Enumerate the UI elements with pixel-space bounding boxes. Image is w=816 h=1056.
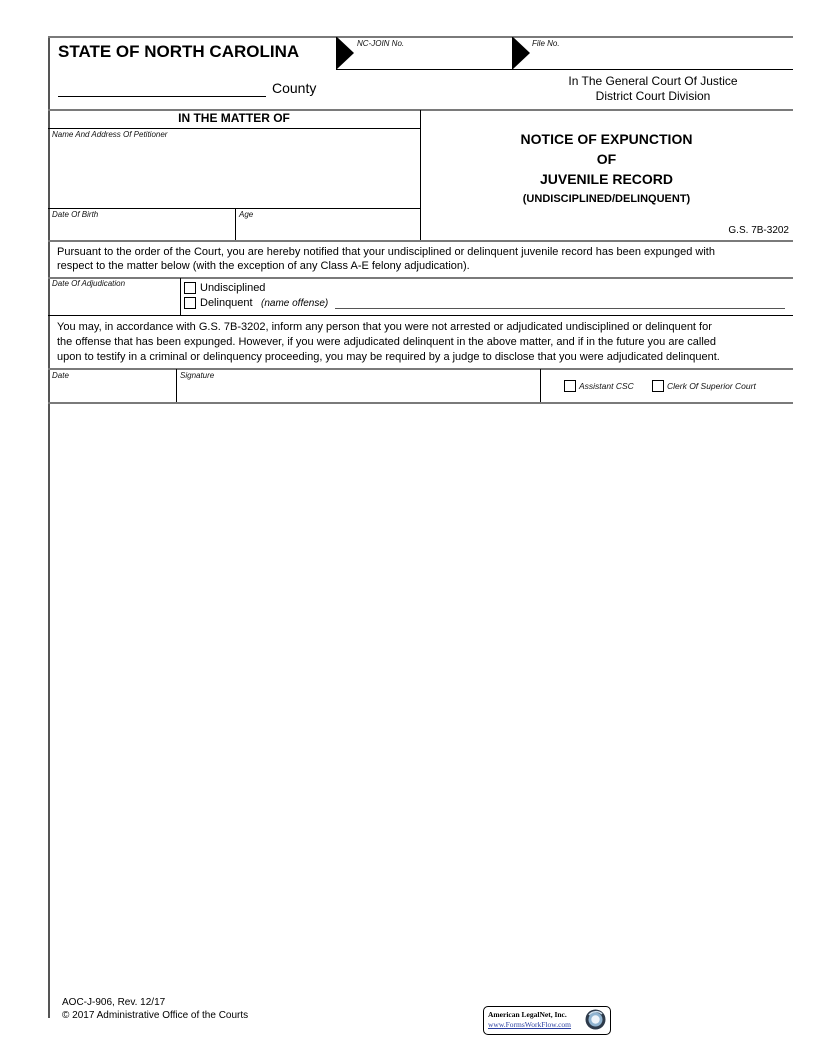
adjudication-date-label: Date Of Adjudication: [52, 279, 126, 288]
county-label: County: [272, 80, 317, 96]
file-no-label: File No.: [532, 39, 560, 48]
delinquent-label: Delinquent: [200, 297, 253, 309]
age-label: Age: [239, 210, 254, 219]
left-border: [48, 36, 50, 1018]
nc-join-label: NC-JOIN No.: [357, 39, 405, 48]
matter-heading-underline: [48, 128, 420, 129]
dob-top-line: [48, 208, 420, 209]
clerk-superior-court-label: Clerk Of Superior Court: [667, 381, 756, 391]
signature-bottom-line: [48, 402, 793, 404]
matter-heading: IN THE MATTER OF: [178, 111, 290, 125]
form-id: AOC-J-906, Rev. 12/17: [62, 997, 166, 1008]
signature-date-label: Date: [52, 371, 69, 380]
matter-bottom-line: [48, 240, 793, 242]
assistant-csc-label: Assistant CSC: [579, 381, 634, 391]
adjudication-bottom-line: [48, 315, 793, 316]
clerk-superior-court-checkbox[interactable]: [652, 380, 664, 392]
adjudication-divider: [180, 278, 181, 315]
offense-field[interactable]: [335, 296, 785, 309]
form-title-line2: OF: [596, 151, 617, 167]
advisory-line3: upon to testify in a criminal or delinquency proceeding, you may be required by a judge to disclose that you were adjudicated delinquent.: [57, 351, 720, 363]
statute-reference: G.S. 7B-3202: [728, 225, 789, 236]
name-address-label: Name And Address Of Petitioner: [52, 130, 168, 139]
undisciplined-label: Undisciplined: [200, 282, 266, 294]
adjudication-date-field[interactable]: [52, 290, 176, 312]
nc-join-arrow-icon: [337, 37, 354, 69]
form-title-line1: NOTICE OF EXPUNCTION: [520, 131, 693, 147]
undisciplined-checkbox[interactable]: [184, 282, 196, 294]
date-signature-divider: [176, 369, 177, 402]
dob-field[interactable]: [52, 221, 230, 238]
vendor-url: www.FormsWorkFlow.com: [488, 1020, 572, 1029]
state-heading: STATE OF NORTH CAROLINA: [58, 42, 300, 61]
header-box-bottom: [336, 69, 793, 70]
signature-date-field[interactable]: [52, 382, 172, 400]
advisory-bottom-line: [48, 368, 793, 370]
court-line1: In The General Court Of Justice: [568, 74, 738, 88]
county-field[interactable]: [58, 82, 266, 97]
name-address-field[interactable]: [52, 141, 416, 205]
notice-bottom-line: [48, 277, 793, 279]
vendor-name: American LegalNet, Inc.: [488, 1010, 567, 1019]
copyright: © 2017 Administrative Office of the Courts: [62, 1010, 249, 1021]
notice-line1: Pursuant to the order of the Court, you are hereby notified that your undisciplined or delinquent juvenile record has been expunged with: [57, 246, 715, 258]
form-subtitle: (UNDISCIPLINED/DELINQUENT): [522, 193, 691, 205]
delinquent-hint: (name offense): [261, 298, 329, 309]
vendor-badge[interactable]: [483, 1006, 611, 1035]
advisory-line1: You may, in accordance with G.S. 7B-3202, inform any person that you were not arrested or adjudicated undisciplined or delinquent for: [57, 321, 712, 333]
signature-role-divider: [540, 369, 541, 402]
signature-label: Signature: [180, 371, 215, 380]
signature-field[interactable]: [180, 382, 536, 400]
delinquent-checkbox[interactable]: [184, 297, 196, 309]
file-no-field[interactable]: [532, 50, 787, 68]
advisory-line2: the offense that has been expunged. However, if you were adjudicated delinquent in the above matter, and if in the future you are called: [57, 336, 717, 348]
form-title-line3: JUVENILE RECORD: [539, 171, 674, 187]
assistant-csc-checkbox[interactable]: [564, 380, 576, 392]
nc-join-field[interactable]: [356, 50, 506, 68]
age-field[interactable]: [239, 221, 415, 238]
dob-age-divider: [235, 208, 236, 240]
court-line2: District Court Division: [595, 89, 711, 103]
top-border: [48, 36, 793, 38]
dob-label: Date Of Birth: [52, 210, 99, 219]
notice-line2: respect to the matter below (with the exception of any Class A-E felony adjudication).: [57, 260, 470, 272]
vendor-globe-icon: [585, 1009, 606, 1030]
file-no-arrow-icon: [513, 37, 530, 69]
